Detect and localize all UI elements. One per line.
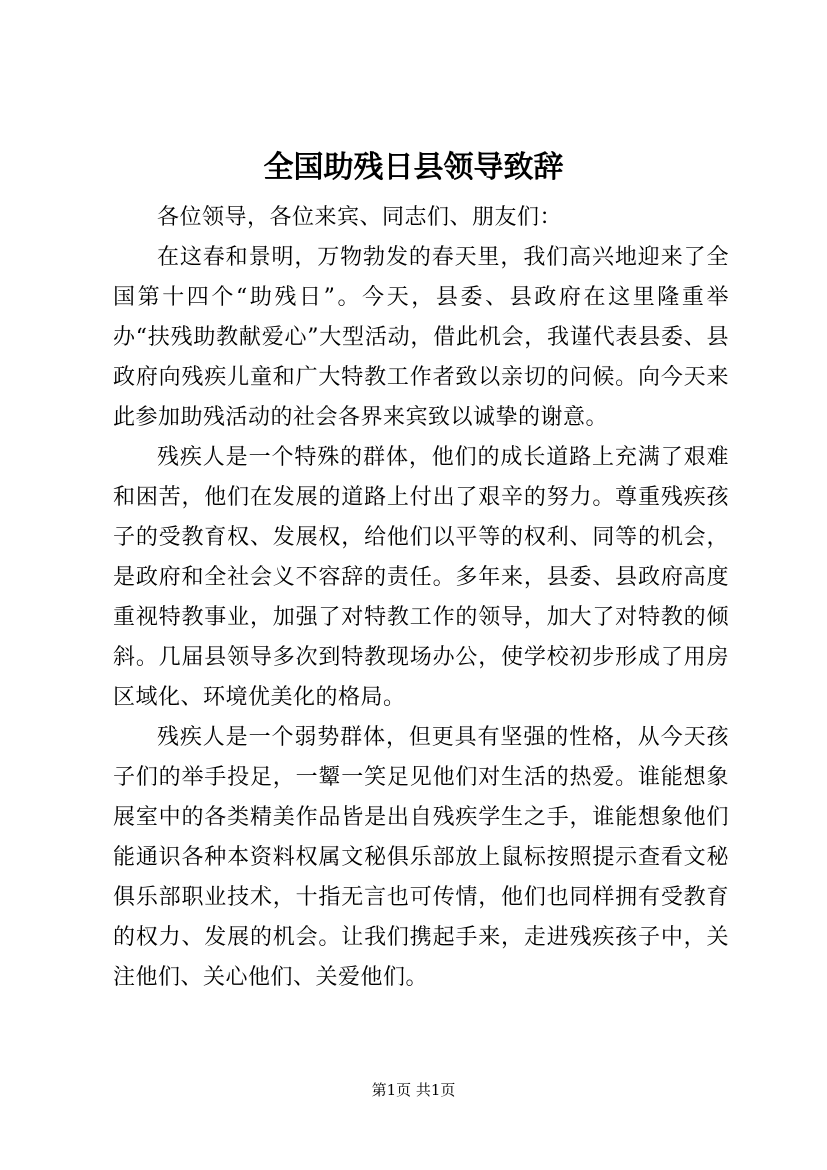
- body-paragraph: 残疾人是一个特殊的群体，他们的成长道路上充满了艰难和困苦，他们在发展的道路上付出了艰辛的努力。尊重残疾孩子的受教育权、发展权，给他们以平等的权利、同等的机会，是政府和全社会义不容辞的责任。多年来，县委、县政府高度重视特教事业，加强了对特教工作的领导，加大了对特教的倾斜。几届县领导多次到特教现场办公，使学校初步形成了用房区域化、环境优美化的格局。: [113, 445, 729, 710]
- salutation-paragraph: 各位领导，各位来宾、同志们、朋友们：: [157, 205, 563, 230]
- body-paragraph: 残疾人是一个弱势群体，但更具有坚强的性格，从今天孩子们的举手投足，一颦一笑足见他们对生活的热爱。谁能想象展室中的各类精美作品皆是出自残疾学生之手，谁能想象他们能通识各种本资料权属文秘俱乐部放上鼠标按照提示查看文秘俱乐部职业技术，十指无言也可传情，他们也同样拥有受教育的权力、发展的机会。让我们携起手来，走进残疾孩子中，关注他们、关心他们、关爱他们。: [113, 725, 729, 990]
- body-paragraph: 在这春和景明，万物勃发的春天里，我们高兴地迎来了全国第十四个“助残日”。今天，县委、县政府在这里隆重举办“扶残助教献爱心”大型活动，借此机会，我谨代表县委、县政府向残疾儿童和广大特教工作者致以亲切的问候。向今天来此参加助残活动的社会各界来宾致以诚挚的谢意。: [113, 245, 729, 430]
- page-footer: 第1页 共1页: [371, 1081, 456, 1099]
- document-title: 全国助残日县领导致辞: [263, 150, 564, 185]
- document-body: [113, 198, 729, 998]
